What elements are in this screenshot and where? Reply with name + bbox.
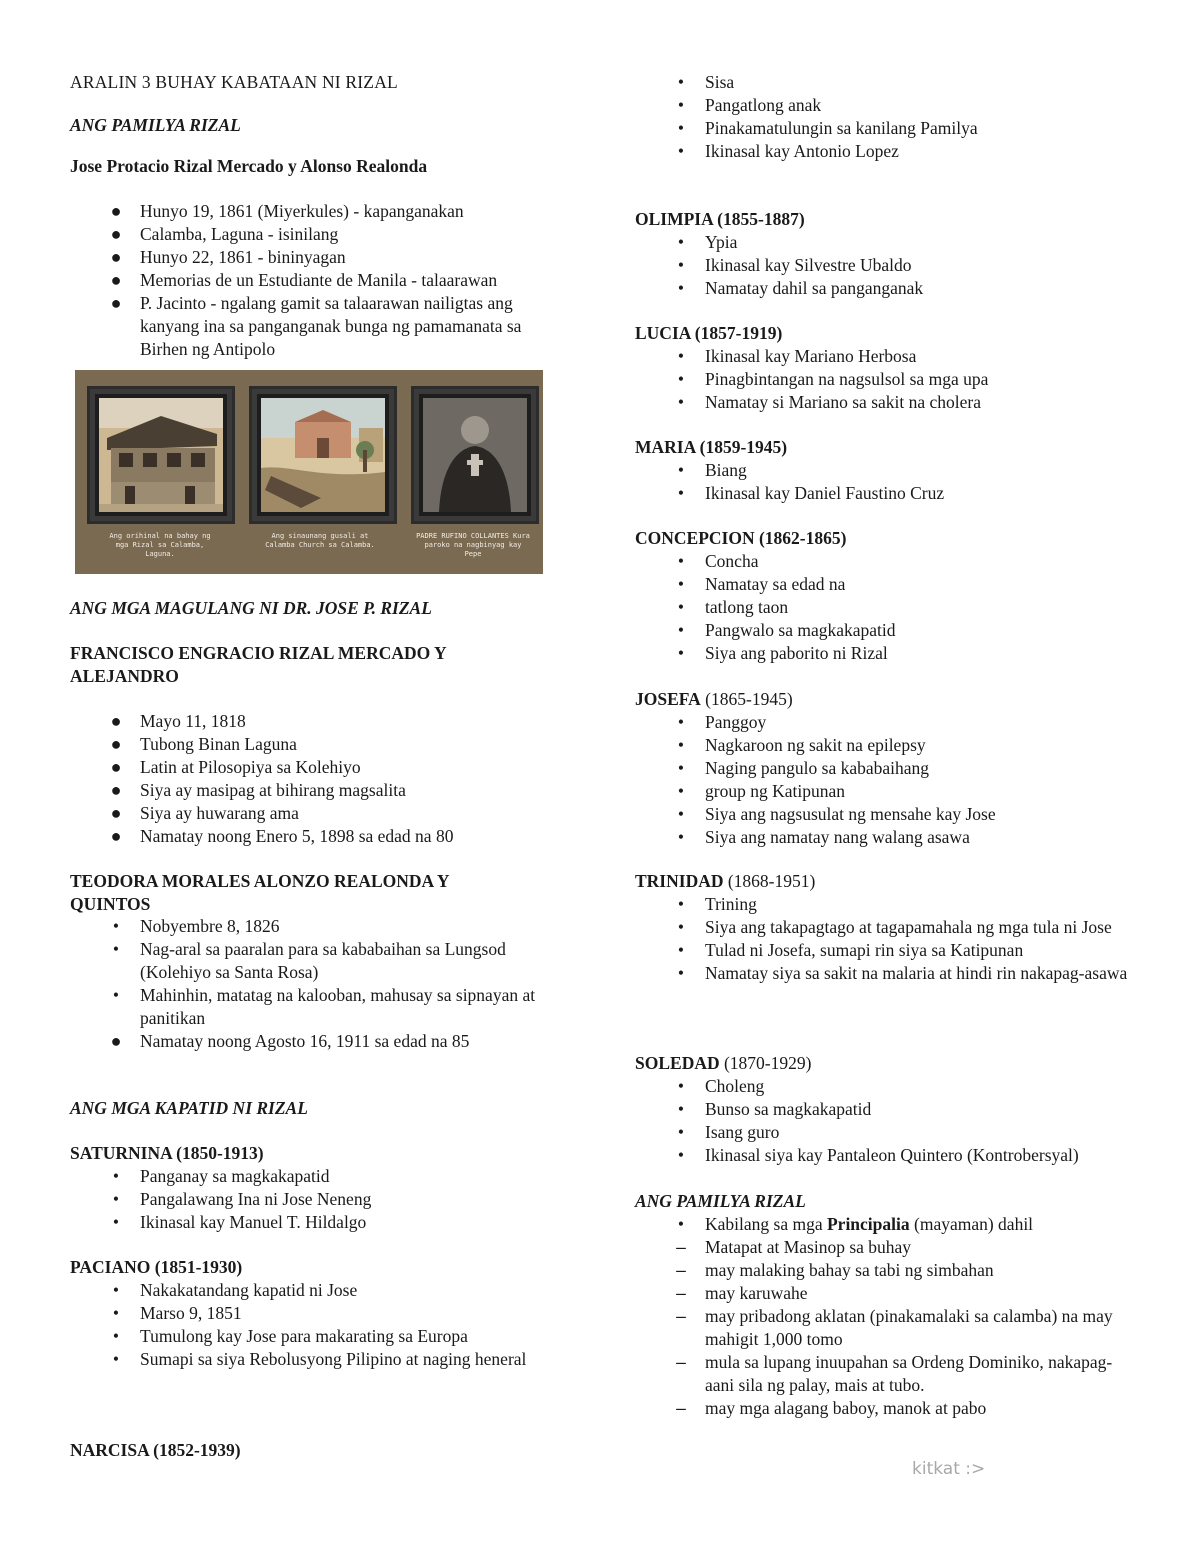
list-item: ● Siya ay masipag at bihirang magsalita: [110, 780, 406, 800]
soledad-name: SOLEDAD: [635, 1053, 720, 1073]
list-item: • Tulad ni Josefa, sumapi rin siya sa Katipunan: [677, 940, 1024, 960]
section-heading-pamilya-2: ANG PAMILYA RIZAL: [635, 1191, 806, 1211]
lucia-name: LUCIA (1857-1919): [635, 323, 783, 343]
soledad-list: [635, 1075, 1135, 1167]
list-item: ● Latin at Pilosopiya sa Kolehiyo: [110, 757, 361, 777]
list-item: • Namatay si Mariano sa sakit na cholera: [677, 392, 982, 412]
list-item: • tatlong taon: [677, 597, 789, 617]
list-item: • Sisa: [677, 72, 735, 92]
maria-name: MARIA (1859-1945): [635, 437, 788, 457]
list-item: • Ikinasal siya kay Pantaleon Quintero (Kontrobersyal): [677, 1145, 1079, 1165]
list-item: • Trining: [677, 894, 757, 914]
concepcion-list: [635, 550, 1135, 665]
soledad-heading: [635, 1052, 811, 1075]
list-item: • Tumulong kay Jose para makarating sa Europa: [112, 1326, 468, 1346]
josefa-years: (1865-1945): [700, 689, 793, 709]
house-caption: Ang orihinal na bahay ng mga Rizal sa Calamba, Laguna.: [109, 532, 211, 558]
list-item: • Ikinasal kay Antonio Lopez: [677, 141, 899, 161]
list-item: ● Mayo 11, 1818: [110, 711, 246, 731]
trinidad-name: TRINIDAD: [635, 871, 724, 891]
list-item: • group ng Katipunan: [677, 781, 845, 801]
list-item: – mula sa lupang inuupahan sa Ordeng Dominiko, nakapag-aani sila ng palay, mais at tubo.: [676, 1352, 1113, 1395]
priest-portrait: [423, 398, 527, 512]
mother-name: TEODORA MORALES ALONZO REALONDA Y QUINTOS: [70, 871, 449, 914]
saturnina-list: [70, 1165, 580, 1234]
narcisa-list: [635, 71, 1135, 163]
list-item: • Pinakamatulungin sa kanilang Pamilya: [677, 118, 978, 138]
list-item: • Namatay sa edad na: [677, 574, 846, 594]
list-item: • Pangwalo sa magkakapatid: [677, 620, 896, 640]
house-photo: [87, 386, 235, 524]
list-item: • Siya ang namatay nang walang asawa: [677, 827, 970, 847]
josefa-name: JOSEFA: [635, 689, 701, 709]
list-item: ● Namatay noong Enero 5, 1898 sa edad na 80: [110, 826, 454, 846]
priest-photo: [411, 386, 539, 524]
paciano-name: PACIANO (1851-1930): [70, 1257, 243, 1277]
list-item: • Ikinasal kay Mariano Herbosa: [677, 346, 917, 366]
list-item: ● Hunyo 19, 1861 (Miyerkules) - kapanganakan: [110, 201, 464, 221]
list-item: ● Namatay noong Agosto 16, 1911 sa edad na 85: [110, 1031, 470, 1051]
photo-strip: [75, 370, 543, 574]
list-item: • Namatay dahil sa panganganak: [677, 278, 924, 298]
father-list: [70, 710, 580, 848]
list-item: • Biang: [677, 460, 747, 480]
list-item: • Choleng: [677, 1076, 765, 1096]
rizal-full-name: Jose Protacio Rizal Mercado y Alonso Realonda: [70, 156, 428, 176]
list-item: • Pangatlong anak: [677, 95, 822, 115]
list-item: • Panganay sa magkakapatid: [112, 1166, 330, 1186]
list-item: • Ikinasal kay Manuel T. Hildalgo: [112, 1212, 367, 1232]
paciano-list: [70, 1279, 580, 1371]
priest-caption: PADRE RUFINO COLLANTES Kura paroko na nagbinyag kay Pepe: [416, 532, 530, 558]
list-item: • Nakakatandang kapatid ni Jose: [112, 1280, 358, 1300]
list-item: • Siya ang takapagtago at tagapamahala ng mga tula ni Jose: [677, 917, 1112, 937]
list-item: • Ypia: [677, 232, 738, 252]
house-image: [99, 398, 223, 512]
section-heading-kapatid: ANG MGA KAPATID NI RIZAL: [70, 1098, 308, 1118]
list-item: • Kabilang sa mga Principalia (mayaman) dahil: [677, 1214, 1034, 1234]
list-item: ● Tubong Binan Laguna: [110, 734, 297, 754]
church-photo: [249, 386, 397, 524]
list-item: • Nagkaroon ng sakit na epilepsy: [677, 735, 926, 755]
list-item: – may karuwahe: [676, 1283, 808, 1303]
list-item: • Namatay siya sa sakit na malaria at hindi rin nakapag-asawa: [677, 963, 1128, 983]
trinidad-heading: [635, 870, 815, 893]
mother-list: [70, 915, 580, 1053]
father-name: FRANCISCO ENGRACIO RIZAL MERCADO Y ALEJANDRO: [70, 643, 446, 686]
list-item: • Sumapi sa siya Rebolusyong Pilipino at naging heneral: [112, 1349, 527, 1369]
list-item: • Siya ang nagsusulat ng mensahe kay Jose: [677, 804, 996, 824]
trinidad-years: (1868-1951): [723, 871, 816, 891]
list-item: – may pribadong aklatan (pinakamalaki sa calamba) na may mahigit 1,000 tomo: [676, 1306, 1113, 1349]
list-item: • Mahinhin, matatag na kalooban, mahusay sa sipnayan at panitikan: [112, 985, 536, 1028]
principalia-term: Principalia: [826, 1214, 910, 1234]
church-caption: Ang sinaunang gusali at Calamba Church sa Calamba.: [265, 532, 375, 549]
olimpia-list: [635, 231, 1135, 300]
list-item: • Naging pangulo sa kababaihang: [677, 758, 930, 778]
list-item: • Ikinasal kay Silvestre Ubaldo: [677, 255, 912, 275]
list-item: • Pinagbintangan na nagsulsol sa mga upa: [677, 369, 989, 389]
list-item: • Concha: [677, 551, 759, 571]
list-item: • Bunso sa magkakapatid: [677, 1099, 872, 1119]
list-item: • Nag-aral sa paaralan para sa kababaihan sa Lungsod (Kolehiyo sa Santa Rosa): [112, 939, 506, 982]
rizal-bio-list: [70, 200, 580, 361]
list-item: • Ikinasal kay Daniel Faustino Cruz: [677, 483, 945, 503]
list-item: • Nobyembre 8, 1826: [112, 916, 280, 936]
concepcion-name: CONCEPCION (1862-1865): [635, 528, 847, 548]
josefa-list: [635, 711, 1135, 849]
list-item: • Siya ang paborito ni Rizal: [677, 643, 888, 663]
list-item: • Isang guro: [677, 1122, 780, 1142]
lucia-list: [635, 345, 1135, 414]
section-heading-pamilya: ANG PAMILYA RIZAL: [70, 115, 241, 135]
maria-list: [635, 459, 1135, 505]
list-item: – may malaking bahay sa tabi ng simbahan: [676, 1260, 994, 1280]
soledad-years: (1870-1929): [719, 1053, 812, 1073]
josefa-heading: [635, 688, 793, 711]
list-item: – may mga alagang baboy, manok at pabo: [676, 1398, 987, 1418]
pamilya-list: [635, 1213, 1135, 1420]
section-heading-magulang: ANG MGA MAGULANG NI DR. JOSE P. RIZAL: [70, 598, 432, 618]
list-item: • Panggoy: [677, 712, 767, 732]
church-image: [261, 398, 385, 512]
list-item: • Marso 9, 1851: [112, 1303, 242, 1323]
list-item: ● P. Jacinto - ngalang gamit sa talaarawan nailigtas ang kanyang ina sa panganganak bunga ng pamamanata sa Birhen ng Antipolo: [110, 293, 522, 359]
saturnina-name: SATURNINA (1850-1913): [70, 1143, 264, 1163]
list-item: • Pangalawang Ina ni Jose Neneng: [112, 1189, 372, 1209]
list-item: ● Hunyo 22, 1861 - bininyagan: [110, 247, 346, 267]
list-item: ● Siya ay huwarang ama: [110, 803, 299, 823]
lesson-title: ARALIN 3 BUHAY KABATAAN NI RIZAL: [70, 72, 398, 92]
list-item: ● Calamba, Laguna - isinilang: [110, 224, 339, 244]
watermark: kitkat :>: [912, 1459, 986, 1479]
trinidad-list: [635, 893, 1135, 985]
list-item: ● Memorias de un Estudiante de Manila - talaarawan: [110, 270, 498, 290]
narcisa-name: NARCISA (1852-1939): [70, 1440, 241, 1460]
olimpia-name: OLIMPIA (1855-1887): [635, 209, 805, 229]
list-item: – Matapat at Masinop sa buhay: [676, 1237, 912, 1257]
